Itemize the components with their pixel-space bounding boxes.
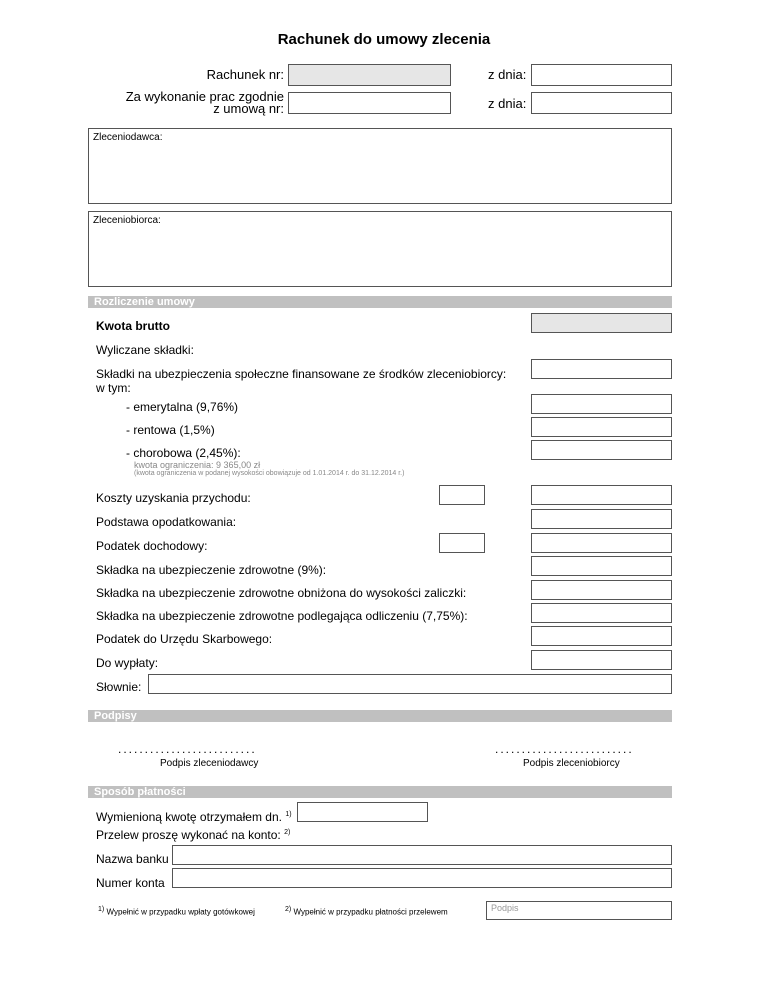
disability-field[interactable]	[531, 417, 672, 437]
contractor-box[interactable]	[88, 211, 672, 287]
client-sign-label: Podpis zleceniodawcy	[160, 758, 259, 769]
work-label-line2: z umową nr:	[213, 101, 284, 116]
received-sup: 1)	[285, 811, 292, 818]
section-signatures: Podpisy	[88, 710, 672, 722]
transfer-sup: 2)	[284, 829, 291, 836]
costs-label: Koszty uzyskania przychodu:	[96, 491, 251, 505]
footnote-1-text: Wypełnić w przypadku wpłaty gotówkowej	[106, 907, 255, 917]
page-title: Rachunek do umowy zlecenia	[277, 31, 491, 48]
sickness-field[interactable]	[531, 440, 672, 460]
account-label: Numer konta	[96, 876, 165, 890]
account-field[interactable]	[172, 868, 672, 888]
footnote-2	[285, 906, 448, 917]
social-label-line2: w tym:	[96, 381, 131, 395]
client-sign-line: ..........................	[118, 742, 257, 756]
health-label: Składka na ubezpieczenie zdrowotne (9%):	[96, 563, 327, 577]
bank-field[interactable]	[172, 845, 672, 865]
health-reduced-label: Składka na ubezpieczenie zdrowotne obniżona do wysokości zaliczki:	[96, 586, 467, 600]
received-date-field[interactable]	[297, 802, 428, 822]
signature-field[interactable]	[486, 901, 672, 920]
client-label: Zleceniodawca:	[93, 132, 163, 143]
social-field[interactable]	[531, 359, 672, 379]
invoice-no-field[interactable]	[288, 64, 451, 86]
contractor-label: Zleceniobiorca:	[93, 215, 161, 226]
footnote-2-text: Wypełnić w przypadku płatności przelewem	[293, 907, 448, 917]
in-words-label: Słownie:	[96, 680, 142, 694]
social-label-line1: Składki na ubezpieczenia społeczne finansowane ze środków zleceniobiorcy:	[96, 367, 507, 381]
contributions-label: Wyliczane składki:	[96, 343, 194, 357]
contractor-sign-line: ..........................	[495, 742, 634, 756]
limit-note: kwota ograniczenia: 9 365,00 zł	[134, 460, 261, 470]
costs-field[interactable]	[531, 485, 672, 505]
contract-date-field[interactable]	[531, 92, 672, 114]
client-box[interactable]	[88, 128, 672, 204]
payout-label: Do wypłaty:	[96, 656, 159, 670]
invoice-date-field[interactable]	[531, 64, 672, 86]
received-text: Wymienioną kwotę otrzymałem dn.	[96, 810, 282, 824]
payout-field[interactable]	[531, 650, 672, 670]
contractor-sign-label: Podpis zleceniobiorcy	[523, 758, 620, 769]
tax-base-label: Podstawa opodatkowania:	[96, 515, 237, 529]
disability-label: - rentowa (1,5%)	[126, 423, 215, 437]
health-field[interactable]	[531, 556, 672, 576]
footnote-1	[98, 906, 255, 917]
date-label-2: z dnia:	[488, 96, 527, 111]
received-label	[96, 810, 292, 824]
health-deductible-label: Składka na ubezpieczenie zdrowotne podlegająca odliczeniu (7,75%):	[96, 609, 468, 623]
in-words-field[interactable]	[148, 674, 672, 694]
section-payment: Sposób płatności	[88, 786, 672, 798]
footnote-1-sup: 1)	[98, 906, 105, 913]
work-label-line1: Za wykonanie prac zgodnie	[125, 89, 284, 104]
tax-office-label: Podatek do Urzędu Skarbowego:	[96, 632, 273, 646]
tax-base-field[interactable]	[531, 509, 672, 529]
date-label-1: z dnia:	[488, 67, 527, 82]
income-tax-field[interactable]	[531, 533, 672, 553]
signature-placeholder: Podpis	[491, 903, 519, 913]
pension-label: - emerytalna (9,76%)	[126, 400, 239, 414]
tax-office-field[interactable]	[531, 626, 672, 646]
section-settlement: Rozliczenie umowy	[88, 296, 672, 308]
income-tax-label: Podatek dochodowy:	[96, 539, 208, 553]
footnote-2-sup: 2)	[285, 906, 292, 913]
sickness-label: - chorobowa (2,45%):	[126, 446, 241, 460]
transfer-label	[96, 828, 290, 842]
costs-rate-field[interactable]	[439, 485, 485, 505]
limit-period: (kwota ograniczenia w podanej wysokości obowiązuje od 1.01.2014 r. do 31.12.2014 r.)	[134, 470, 405, 477]
gross-label: Kwota brutto	[96, 319, 170, 333]
bank-label: Nazwa banku	[96, 852, 169, 866]
gross-field[interactable]	[531, 313, 672, 333]
contract-no-field[interactable]	[288, 92, 451, 114]
health-reduced-field[interactable]	[531, 580, 672, 600]
health-deductible-field[interactable]	[531, 603, 672, 623]
pension-field[interactable]	[531, 394, 672, 414]
transfer-text: Przelew proszę wykonać na konto:	[96, 828, 281, 842]
invoice-no-label: Rachunek nr:	[206, 67, 284, 82]
income-tax-rate-field[interactable]	[439, 533, 485, 553]
